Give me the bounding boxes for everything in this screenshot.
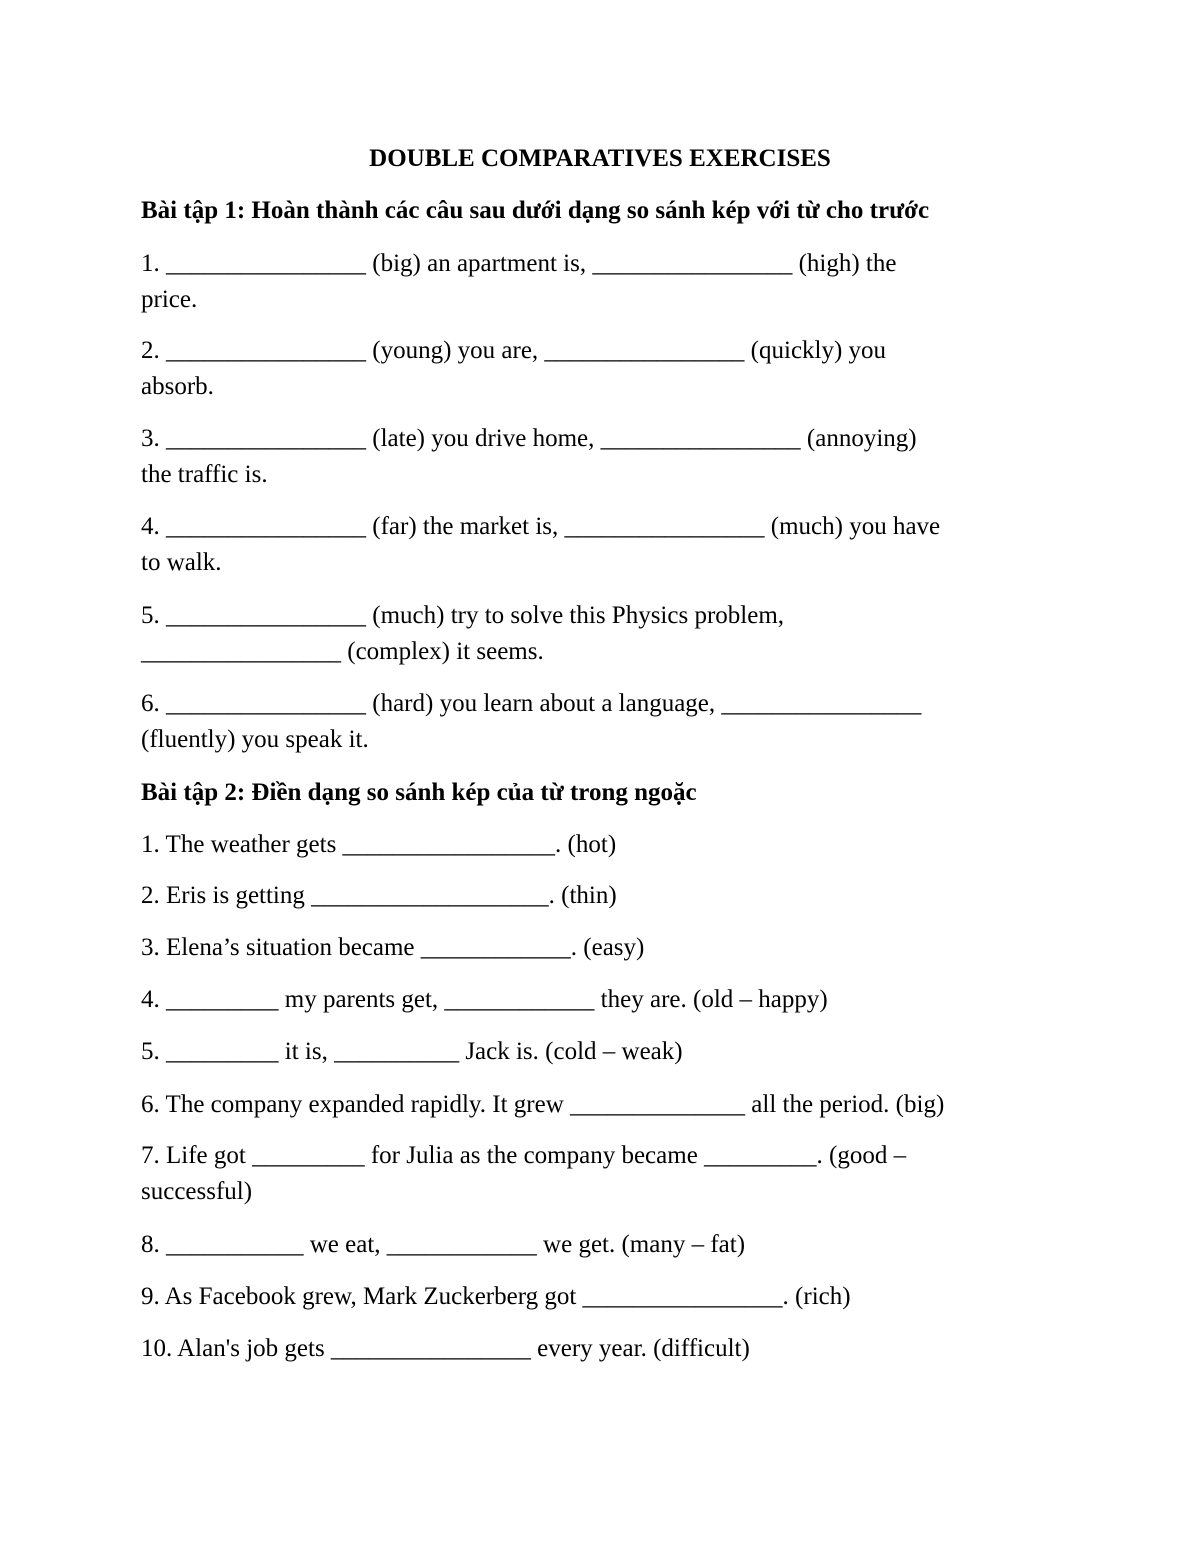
exercise-2-item-1: 1. The weather gets _________________. (hot)	[141, 831, 617, 858]
exercise-1-item-5: 5. ________________ (much) try to solve this Physics problem, ________________ (complex) it seems.	[141, 602, 785, 665]
exercise-2-item-6: 6. The company expanded rapidly. It grew ______________ all the period. (big)	[141, 1091, 945, 1118]
exercise-2-item-4: 4. _________ my parents get, ____________ they are. (old – happy)	[141, 986, 828, 1013]
exercise-2-item-5: 5. _________ it is, __________ Jack is. (cold – weak)	[141, 1038, 683, 1065]
exercise-1-item-3: 3. ________________ (late) you drive home, ________________ (annoying) the traffic is.	[141, 425, 917, 488]
exercise-1-item-4: 4. ________________ (far) the market is, ________________ (much) you have to walk.	[141, 513, 941, 576]
exercise-2-item-9: 9. As Facebook grew, Mark Zuckerberg got ________________. (rich)	[141, 1283, 851, 1310]
exercise-2-item-2: 2. Eris is getting ___________________. (thin)	[141, 882, 617, 909]
exercise-1-item-1: 1. ________________ (big) an apartment is, ________________ (high) the price.	[141, 250, 897, 313]
exercise-1-item-6: 6. ________________ (hard) you learn about a language, ________________ (fluently) you speak it.	[141, 690, 922, 753]
exercise-1-heading: Bài tập 1: Hoàn thành các câu sau dưới dạng so sánh kép với từ cho trước	[141, 197, 930, 224]
exercise-2-item-10: 10. Alan's job gets ________________ every year. (difficult)	[141, 1335, 750, 1362]
document-title: DOUBLE COMPARATIVES EXERCISES	[369, 145, 831, 172]
exercise-2-item-3: 3. Elena’s situation became ____________. (easy)	[141, 934, 645, 961]
exercise-2-item-8: 8. ___________ we eat, ____________ we get. (many – fat)	[141, 1231, 746, 1258]
exercise-2-heading: Bài tập 2: Điền dạng so sánh kép của từ trong ngoặc	[141, 779, 697, 806]
exercise-1-item-2: 2. ________________ (young) you are, ________________ (quickly) you absorb.	[141, 337, 887, 400]
exercise-2-item-7: 7. Life got _________ for Julia as the company became _________. (good – successful)	[141, 1142, 907, 1205]
